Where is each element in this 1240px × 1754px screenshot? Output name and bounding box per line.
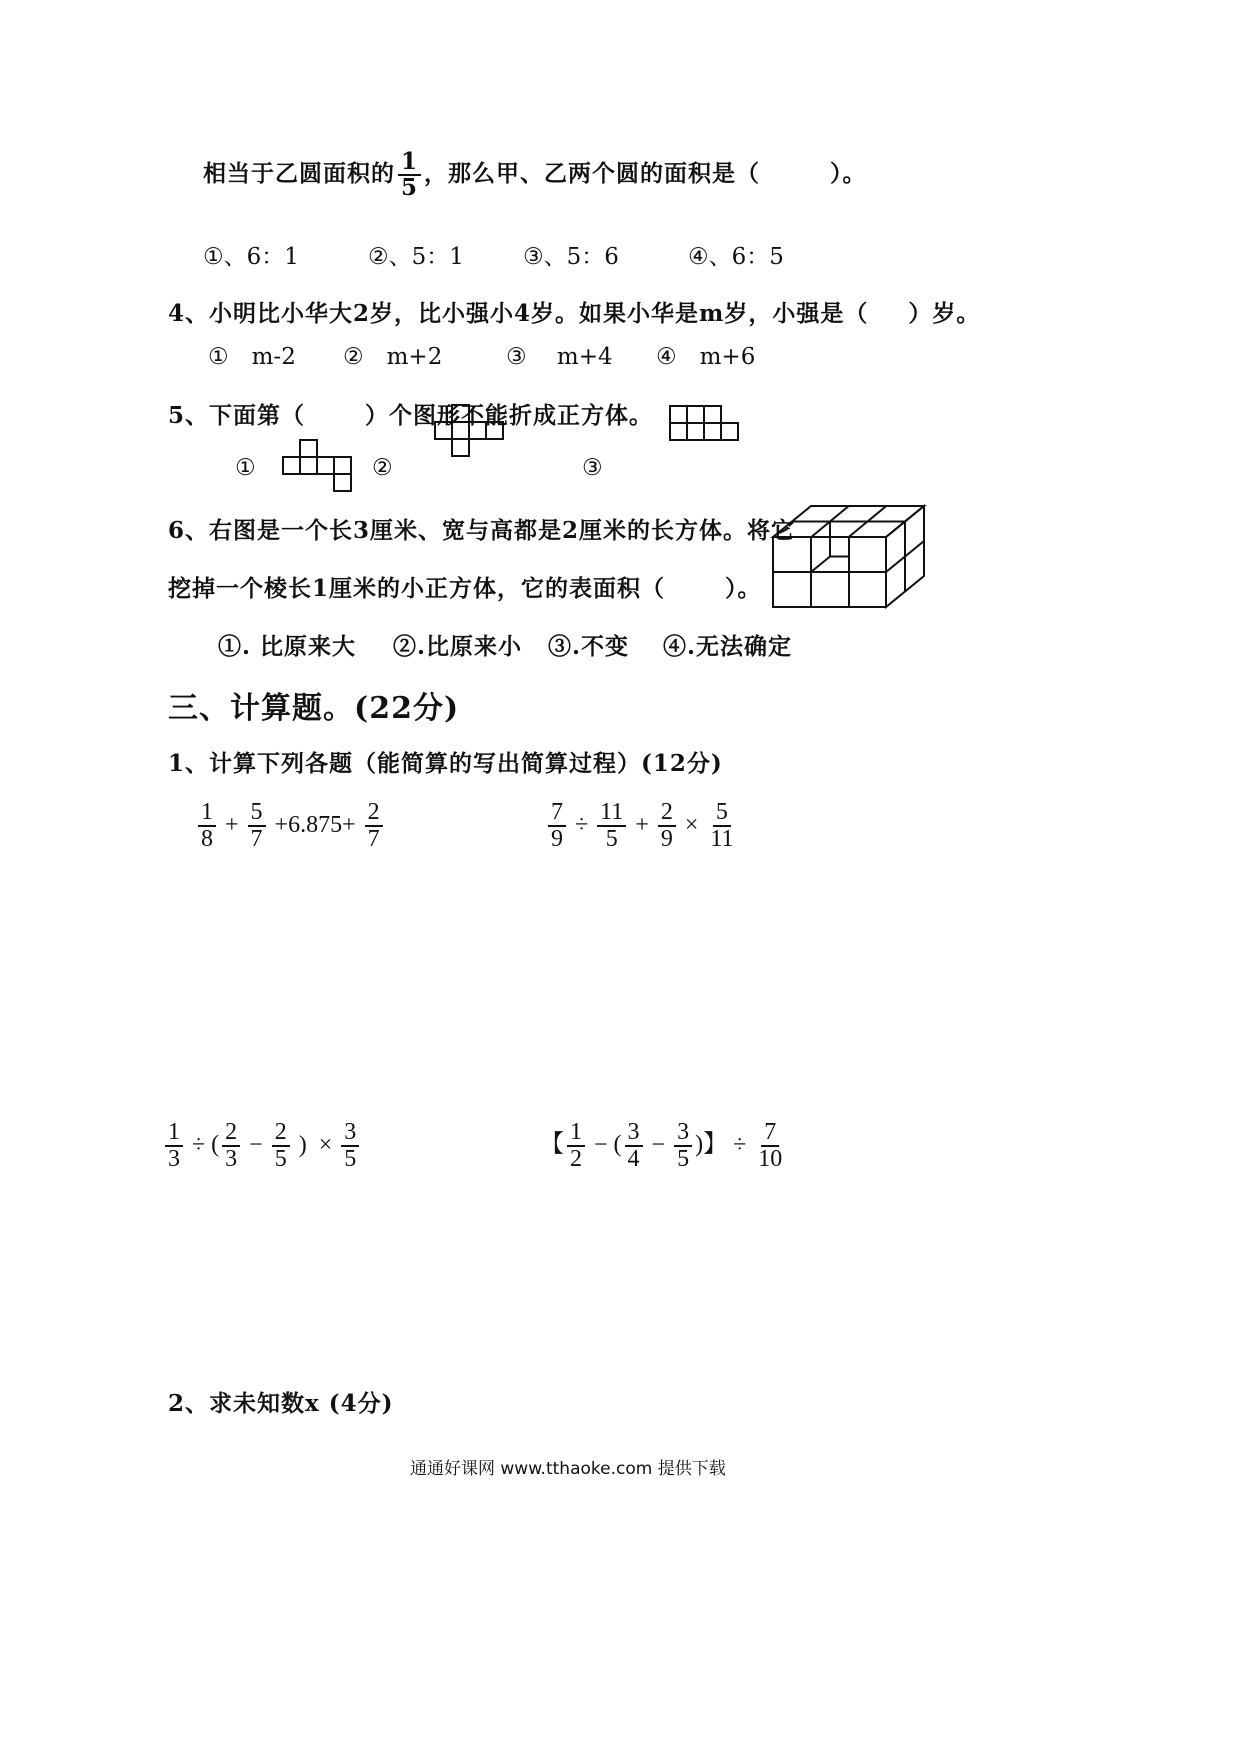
q3-option-4: ④、6：5 — [688, 244, 784, 270]
cube-net-figure-1 — [280, 438, 356, 496]
q5-label-3: ③ — [582, 455, 603, 481]
q5-label-1: ① — [235, 455, 256, 481]
q4-option-1: ① m-2 — [208, 344, 296, 370]
cube-net-figure-3 — [667, 404, 743, 444]
expression-3: $\frac{1}{3}$ ÷ ( $\frac{2}{3}$ − $\frac{2}{5}$ ) × $\frac{3}{5}$ — [162, 1120, 362, 1172]
q6-line-1: 6、右图是一个长3厘米、宽与高都是2厘米的长方体。将它 — [168, 517, 796, 544]
cube-net-figure-2 — [432, 403, 508, 461]
fraction: $\frac{1}{5}$ — [398, 150, 421, 200]
q4-option-4: ④ m+6 — [656, 344, 756, 370]
q6-line-2: 挖掉一个棱长1厘米的小正方体，它的表面积（ ）。 — [168, 575, 762, 602]
q3-option-3: ③、5：6 — [523, 244, 619, 270]
q3-option-2: ②、5：1 — [368, 244, 464, 270]
calc2-title: 2、求未知数x (4分) — [168, 1390, 394, 1417]
footer: 通通好课网 www.tthaoke.com 提供下载 — [410, 1459, 726, 1479]
calc1-title: 1、计算下列各题（能简算的写出简算过程）(12分) — [168, 750, 723, 777]
q4-option-2: ② m+2 — [343, 344, 443, 370]
expression-1: $\frac{1}{8}$ + $\frac{5}{7}$ +6.875+ $\frac{2}{7}$ — [195, 800, 386, 852]
q6-option-4: ④.无法确定 — [663, 633, 793, 660]
q3-line: 相当于乙圆面积的 $\frac{1}{5}$ ，那么甲、乙两个圆的面积是（ ）。 — [203, 148, 867, 202]
q6-option-2: ②.比原来小 — [393, 633, 523, 660]
q5-label-2: ② — [372, 455, 393, 481]
q6-option-3: ③.不变 — [548, 633, 630, 660]
q3-option-1: ①、6：1 — [203, 244, 299, 270]
q4-text: 4、小明比小华大2岁，比小强小4岁。如果小华是m岁，小强是（ ）岁。 — [168, 300, 981, 327]
expression-2: $\frac{7}{9}$ ÷ $\frac{11}{5}$ + $\frac{2}{9}$ × $\frac{5}{11}$ — [545, 800, 739, 852]
q4-option-3: ③ m+4 — [506, 344, 613, 370]
q5-text: 5、下面第（ ）个图形不能折成正方体。 — [168, 402, 654, 429]
expression-4: 【 $\frac{1}{2}$ − ( $\frac{3}{4}$ − $\frac{3}{5}$ )】 ÷ $\frac{7}{10}$ — [540, 1119, 783, 1173]
q6-option-1: ①. 比原来大 — [218, 633, 357, 660]
cuboid-figure — [770, 503, 930, 613]
section-title: 三、计算题。(22分) — [168, 691, 460, 726]
